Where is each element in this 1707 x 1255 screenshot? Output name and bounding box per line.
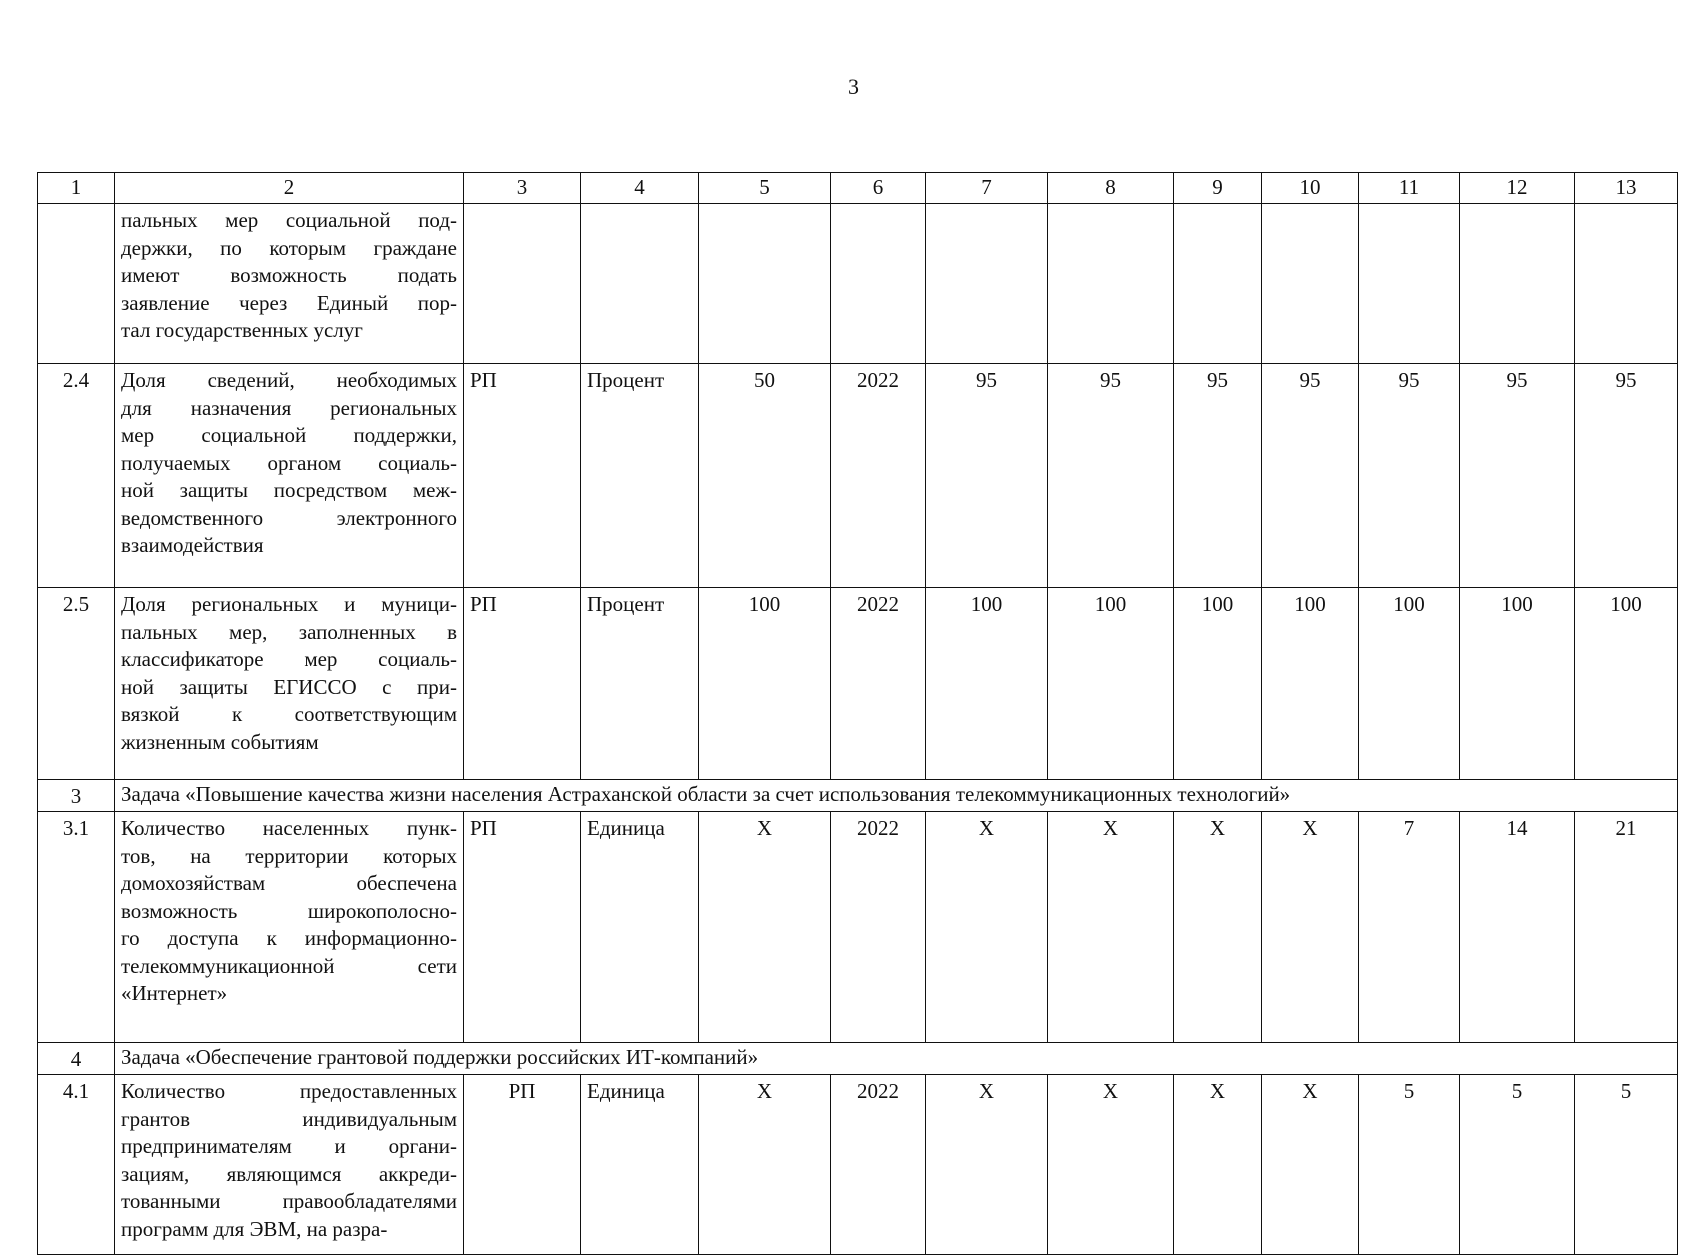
indicator-level: РП	[464, 812, 581, 1043]
indicator-name-line: домохозяйствам обеспечена	[121, 871, 457, 895]
indicator-name-line: имеют возможность подать	[121, 263, 457, 287]
column-number: 4	[581, 173, 699, 204]
year-value: 100	[1048, 588, 1174, 780]
year-value: 100	[926, 588, 1048, 780]
indicator-level: РП	[464, 588, 581, 780]
year-value: 95	[1460, 364, 1575, 588]
indicator-level: РП	[464, 364, 581, 588]
year-value	[1048, 204, 1174, 364]
column-numbers-row	[38, 173, 1678, 204]
column-number: 9	[1174, 173, 1262, 204]
base-year	[831, 204, 926, 364]
base-value: 50	[699, 364, 831, 588]
indicator-name	[115, 588, 464, 780]
task-number: 4	[38, 1043, 115, 1075]
column-number: 3	[464, 173, 581, 204]
indicator-name-line: классификаторе мер социаль-	[121, 647, 457, 671]
column-number: 7	[926, 173, 1048, 204]
indicator-name-line: получаемых органом социаль-	[121, 450, 457, 475]
year-value: X	[926, 812, 1048, 1043]
year-value	[1575, 204, 1678, 364]
task-title: Задача «Обеспечение грантовой поддержки российских ИТ-компаний»	[115, 1043, 1678, 1075]
indicator-name-line: пальных мер социальной под-	[121, 208, 457, 232]
year-value: 95	[1262, 364, 1359, 588]
task-title: Задача «Повышение качества жизни населения Астраханской области за счет использования телекоммуникационных технологий»	[115, 780, 1678, 812]
table-row	[38, 364, 1678, 588]
indicator-name-line: возможность широкополосно-	[121, 898, 457, 923]
year-value: 100	[1575, 588, 1678, 780]
indicator-name-line: «Интернет»	[121, 981, 228, 1005]
year-value	[1359, 204, 1460, 364]
indicator-unit: Единица	[581, 1075, 699, 1255]
indicator-number: 3.1	[38, 812, 115, 1043]
year-value: X	[1048, 1075, 1174, 1255]
year-value: 95	[1048, 364, 1174, 588]
year-value	[1262, 204, 1359, 364]
column-number: 2	[115, 173, 464, 204]
indicator-name	[115, 1075, 464, 1255]
indicator-name-line: предпринимателям и органи-	[121, 1134, 457, 1158]
indicator-name-line: го доступа к информационно-	[121, 926, 457, 950]
indicator-name-line: ной защиты ЕГИССО с при-	[121, 674, 457, 699]
indicator-name	[115, 364, 464, 588]
indicator-name-line: жизненным событиям	[121, 729, 319, 754]
year-value: 5	[1575, 1075, 1678, 1255]
indicator-name-line: Количество предоставленных	[121, 1079, 457, 1103]
year-value: 95	[926, 364, 1048, 588]
year-value: 100	[1262, 588, 1359, 780]
page-number: 3	[848, 74, 859, 99]
indicator-name-line: мер социальной поддержки,	[121, 423, 457, 447]
year-value: X	[1174, 812, 1262, 1043]
year-value: 7	[1359, 812, 1460, 1043]
indicator-level: РП	[464, 1075, 581, 1255]
task-row	[38, 1043, 1678, 1075]
indicator-unit	[581, 204, 699, 364]
year-value: 5	[1460, 1075, 1575, 1255]
column-number: 6	[831, 173, 926, 204]
year-value: 95	[1575, 364, 1678, 588]
year-value	[1460, 204, 1575, 364]
base-year: 2022	[831, 812, 926, 1043]
indicator-unit: Процент	[581, 364, 699, 588]
indicators-table	[37, 172, 1678, 1255]
table-body	[38, 173, 1678, 1255]
indicator-number: 2.4	[38, 364, 115, 588]
base-year: 2022	[831, 1075, 926, 1255]
column-number: 13	[1575, 173, 1678, 204]
column-number: 11	[1359, 173, 1460, 204]
base-year: 2022	[831, 588, 926, 780]
year-value	[926, 204, 1048, 364]
indicator-name-line: ной защиты посредством меж-	[121, 478, 457, 502]
indicator-name	[115, 204, 464, 364]
base-value: X	[699, 812, 831, 1043]
year-value: 14	[1460, 812, 1575, 1043]
indicator-name-line: пальных мер, заполненных в	[121, 619, 457, 644]
base-year: 2022	[831, 364, 926, 588]
indicator-name-line: тованными правообладателями	[121, 1189, 457, 1213]
column-number: 12	[1460, 173, 1575, 204]
indicator-name-line: грантов индивидуальным	[121, 1106, 457, 1131]
year-value	[1174, 204, 1262, 364]
table-row	[38, 1075, 1678, 1255]
year-value: X	[1048, 812, 1174, 1043]
indicator-name-line: Доля региональных и муници-	[121, 592, 457, 616]
year-value: 95	[1174, 364, 1262, 588]
indicator-name-line: телекоммуникационной сети	[121, 953, 457, 978]
indicator-name-line: тал государственных услуг	[121, 318, 363, 342]
indicator-name-line: для назначения региональных	[121, 395, 457, 420]
indicator-name-line: тов, на территории которых	[121, 843, 457, 868]
year-value: X	[926, 1075, 1048, 1255]
year-value: 100	[1460, 588, 1575, 780]
indicator-name-line: ведомственного электронного	[121, 505, 457, 530]
indicator-number: 4.1	[38, 1075, 115, 1255]
task-row	[38, 780, 1678, 812]
indicator-name-line: зациям, являющимся аккреди-	[121, 1161, 457, 1186]
indicator-name-line: заявление через Единый пор-	[121, 290, 457, 315]
base-value: X	[699, 1075, 831, 1255]
base-value	[699, 204, 831, 364]
year-value: X	[1262, 1075, 1359, 1255]
indicator-name-line: взаимодействия	[121, 533, 264, 557]
year-value: 100	[1174, 588, 1262, 780]
indicator-name-line: вязкой к соответствующим	[121, 702, 457, 726]
indicator-name-line: программ для ЭВМ, на разра-	[121, 1216, 388, 1241]
indicator-name-line: Доля сведений, необходимых	[121, 368, 457, 392]
year-value: 21	[1575, 812, 1678, 1043]
column-number: 5	[699, 173, 831, 204]
year-value: X	[1174, 1075, 1262, 1255]
indicator-number: 2.5	[38, 588, 115, 780]
indicator-name	[115, 812, 464, 1043]
year-value: 100	[1359, 588, 1460, 780]
indicator-number	[38, 204, 115, 364]
table-row	[38, 204, 1678, 364]
table-row	[38, 812, 1678, 1043]
base-value: 100	[699, 588, 831, 780]
column-number: 10	[1262, 173, 1359, 204]
year-value: X	[1262, 812, 1359, 1043]
indicator-unit: Единица	[581, 812, 699, 1043]
year-value: 5	[1359, 1075, 1460, 1255]
indicator-name-line: Количество населенных пунк-	[121, 816, 457, 840]
indicator-level	[464, 204, 581, 364]
indicator-name-line: держки, по которым граждане	[121, 235, 457, 260]
indicator-unit: Процент	[581, 588, 699, 780]
year-value: 95	[1359, 364, 1460, 588]
table-row	[38, 588, 1678, 780]
column-number: 8	[1048, 173, 1174, 204]
column-number: 1	[38, 173, 115, 204]
task-number: 3	[38, 780, 115, 812]
